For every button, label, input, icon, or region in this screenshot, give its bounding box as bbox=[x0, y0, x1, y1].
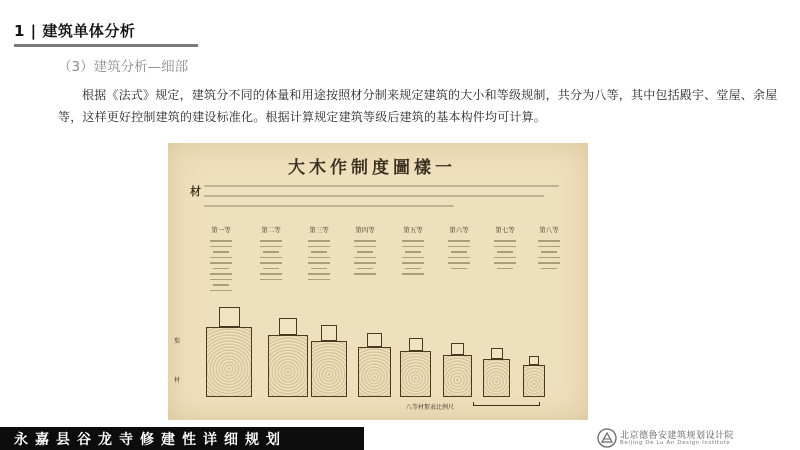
block-section bbox=[483, 359, 510, 397]
grade-label: 第五等 bbox=[403, 226, 423, 234]
org-name: 北京德鲁安建筑规划设计院 bbox=[620, 431, 735, 441]
block-cap bbox=[409, 338, 423, 351]
block-cap bbox=[321, 325, 337, 341]
block-cap bbox=[451, 343, 464, 355]
org-logo-icon bbox=[596, 427, 618, 449]
block-cap bbox=[279, 318, 297, 335]
side-label-top: 梨 bbox=[174, 338, 181, 345]
body-paragraph: 根据《法式》规定，建筑分不同的体量和用途按照材分制来规定建筑的大小和等级规制，共分为八等，其中包括殿宇、堂屋、余屋等，这样更好控制建筑的建设标准化。根据计算规定建筑等级后建筑的基本构件均可计算。 bbox=[58, 88, 778, 124]
scale-label: 八等材絜表比例尺 bbox=[406, 404, 455, 411]
block-section bbox=[400, 351, 431, 397]
block-section bbox=[268, 335, 308, 397]
title-rule bbox=[14, 44, 198, 47]
grade-label: 第一等 bbox=[211, 226, 231, 234]
block-cap bbox=[529, 356, 539, 365]
block-section bbox=[206, 327, 252, 397]
block-section bbox=[311, 341, 347, 397]
figure-cai-char: 材 bbox=[190, 185, 201, 198]
block-cap bbox=[219, 307, 240, 327]
org-name-en: Beijing De Lu An Design Institute bbox=[620, 440, 731, 446]
block-cap bbox=[367, 333, 382, 347]
grade-label: 第八等 bbox=[539, 226, 559, 234]
section-title: 1 | 建筑单体分析 bbox=[14, 22, 136, 40]
grade-label: 第二等 bbox=[261, 226, 281, 234]
block-section bbox=[523, 365, 545, 397]
grade-label: 第三等 bbox=[309, 226, 329, 234]
grade-blocks bbox=[168, 143, 588, 420]
subtitle: （3）建筑分析—细部 bbox=[58, 59, 189, 75]
block-section bbox=[443, 355, 472, 397]
block-cap bbox=[491, 348, 503, 359]
footer-project-title: 永嘉县谷龙寺修建性详细规划 bbox=[14, 432, 287, 448]
side-label-bottom: 材 bbox=[174, 377, 181, 384]
grade-label: 第四等 bbox=[355, 226, 375, 234]
figure-title: 大木作制度圖樣一 bbox=[288, 158, 456, 178]
block-section bbox=[358, 347, 391, 397]
scale-bar bbox=[473, 402, 540, 406]
grade-label: 第六等 bbox=[449, 226, 469, 234]
figure-image bbox=[168, 143, 588, 420]
grade-label: 第七等 bbox=[495, 226, 515, 234]
